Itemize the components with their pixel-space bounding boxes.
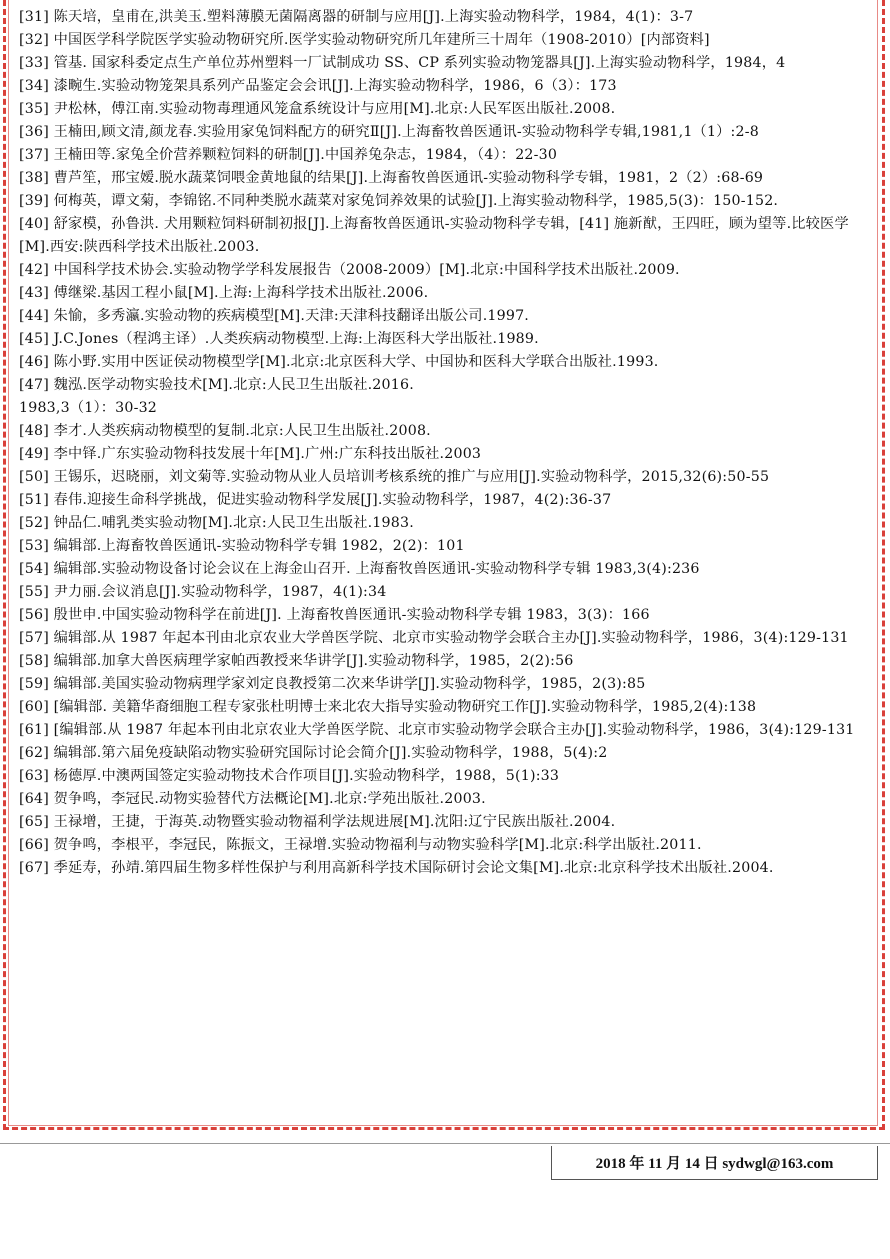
reference-item: [59] 编辑部.美国实验动物病理学家刘定良教授第二次来华讲学[J].实验动物科学，1985，2(3):85 — [19, 676, 646, 692]
reference-item: [42] 中国科学技术协会.实验动物学学科发展报告（2008-2009）[M].北京:中国科学技术出版社.2009. — [19, 262, 680, 278]
reference-item: [34] 漆畹生.实验动物笼架具系列产品鉴定会会讯[J].上海实验动物科学，1986，6（3）：173 — [19, 78, 617, 94]
reference-item: [57] 编辑部.从 1987 年起本刊由北京农业大学兽医学院、北京市实验动物学会联合主办[J].实验动物科学，1986，3(4):129-131 — [19, 630, 849, 646]
reference-item: [47] 魏泓.医学动物实验技术[M].北京:人民卫生出版社.2016. — [19, 377, 414, 393]
footer-divider — [0, 1143, 890, 1144]
reference-item: [58] 编辑部.加拿大兽医病理学家帕西教授来华讲学[J].实验动物科学，1985，2(2):56 — [19, 653, 574, 669]
reference-item: [44] 朱愉，多秀瀛.实验动物的疾病模型[M].天津:天津科技翻译出版公司.1997. — [19, 308, 530, 324]
reference-item: [35] 尹松林，傅江南.实验动物毒理通风笼盒系统设计与应用[M].北京:人民军医出版社.2008. — [19, 101, 616, 117]
reference-item: [45] J.C.Jones（程鸿主译）.人类疾病动物模型.上海:上海医科大学出版社.1989. — [19, 331, 539, 347]
reference-list — [19, 6, 874, 880]
reference-item: [56] 殷世申.中国实验动物科学在前进[J]. 上海畜牧兽医通讯-实验动物科学专辑 1983，3(3)：166 — [19, 607, 650, 623]
reference-item: [54] 编辑部.实验动物设备讨论会议在上海金山召开. 上海畜牧兽医通讯-实验动物科学专辑 1983,3(4):236 — [19, 561, 700, 577]
footer-date-email: 2018 年 11 月 14 日 sydwgl@163.com — [551, 1146, 878, 1180]
reference-item: [64] 贺争鸣，李冠民.动物实验替代方法概论[M].北京:学苑出版社.2003. — [19, 791, 486, 807]
reference-item: [62] 编辑部.第六届免疫缺陷动物实验研究国际讨论会简介[J].实验动物科学，1988，5(4):2 — [19, 745, 608, 761]
reference-item: [31] 陈天培，皇甫在,洪美玉.塑料薄膜无菌隔离器的研制与应用[J].上海实验动物科学，1984，4(1)：3-7 — [19, 9, 694, 25]
reference-item: [52] 钟品仁.哺乳类实验动物[M].北京:人民卫生出版社.1983. — [19, 515, 414, 531]
reference-item: [32] 中国医学科学院医学实验动物研究所.医学实验动物研究所几年建所三十周年（1908-2010）[内部资料] — [19, 32, 710, 48]
reference-item: [55] 尹力丽.会议消息[J].实验动物科学，1987，4(1):34 — [19, 584, 387, 600]
reference-item: [46] 陈小野.实用中医证侯动物模型学[M].北京:北京医科大学、中国协和医科大学联合出版社.1993. — [19, 354, 659, 370]
reference-item: [43] 傅继梁.基因工程小鼠[M].上海:上海科学技术出版社.2006. — [19, 285, 429, 301]
reference-item: [48] 李才.人类疾病动物模型的复制.北京:人民卫生出版社.2008. — [19, 423, 431, 439]
reference-item: [50] 王锡乐，迟晓丽，刘文菊等.实验动物从业人员培训考核系统的推广与应用[J].实验动物科学，2015,32(6):50-55 — [19, 469, 770, 485]
reference-item: [66] 贺争鸣，李根平，李冠民，陈振文，王禄增.实验动物福利与动物实验科学[M].北京:科学出版社.2011. — [19, 837, 702, 853]
reference-item: [37] 王楠田等.家兔全价营养颗粒饲料的研制[J].中国养兔杂志，1984，（4）：22-30 — [19, 147, 558, 163]
reference-item: [67] 季延寿，孙靖.第四届生物多样性保护与利用高新科学技术国际研讨会论文集[M].北京:北京科学技术出版社.2004. — [19, 860, 774, 876]
reference-item: [60] [编辑部. 美籍华裔细胞工程专家张杜明博士来北农大指导实验动物研究工作[J].实验动物科学，1985,2(4):138 — [19, 699, 757, 715]
reference-item: [38] 曹芦笙，邢宝嫒.脱水蔬菜饲喂金黄地鼠的结果[J].上海畜牧兽医通讯-实验动物科学专辑，1981，2（2）:68-69 — [19, 170, 764, 186]
reference-item: 1983,3（1）：30-32 — [19, 400, 158, 416]
reference-item: [49] 李中铎.广东实验动物科技发展十年[M].广州:广东科技出版社.2003 — [19, 446, 482, 462]
reference-item: [63] 杨德厚.中澳两国签定实验动物技术合作项目[J].实验动物科学，1988，5(1):33 — [19, 768, 560, 784]
reference-item: [53] 编辑部.上海畜牧兽医通讯-实验动物科学专辑 1982，2(2)：101 — [19, 538, 465, 554]
reference-item: [65] 王禄增，王捷，于海英.动物暨实验动物福利学法规进展[M].沈阳:辽宁民族出版社.2004. — [19, 814, 616, 830]
reference-item: [51] 春伟.迎接生命科学挑战，促进实验动物科学发展[J].实验动物科学，1987，4(2):36-37 — [19, 492, 612, 508]
reference-item: [40] 舒家模，孙鲁洪. 犬用颗粒饲料研制初报[J].上海畜牧兽医通讯-实验动物科学专辑，[41] 施新猷，王四旺，顾为望等.比较医学[M].西安:陕西科学技术出版社.2003. — [19, 216, 849, 255]
reference-item: [39] 何梅英，谭文菊，李锦铭.不同种类脱水蔬菜对家兔饲养效果的试验[J].上海实验动物科学，1985,5(3)：150-152. — [19, 193, 779, 209]
reference-item: [36] 王楠田,顾文清,颜龙春.实验用家兔饲料配方的研究Ⅱ[J].上海畜牧兽医通讯-实验动物科学专辑,1981,1（1）:2-8 — [19, 124, 759, 140]
reference-item: [33] 管基. 国家科委定点生产单位苏州塑料一厂试制成功 SS、CP 系列实验动物笼器具[J].上海实验动物科学，1984，4 — [19, 55, 786, 71]
reference-item: [61] [编辑部.从 1987 年起本刊由北京农业大学兽医学院、北京市实验动物学会联合主办[J].实验动物科学，1986，3(4):129-131 — [19, 722, 855, 738]
